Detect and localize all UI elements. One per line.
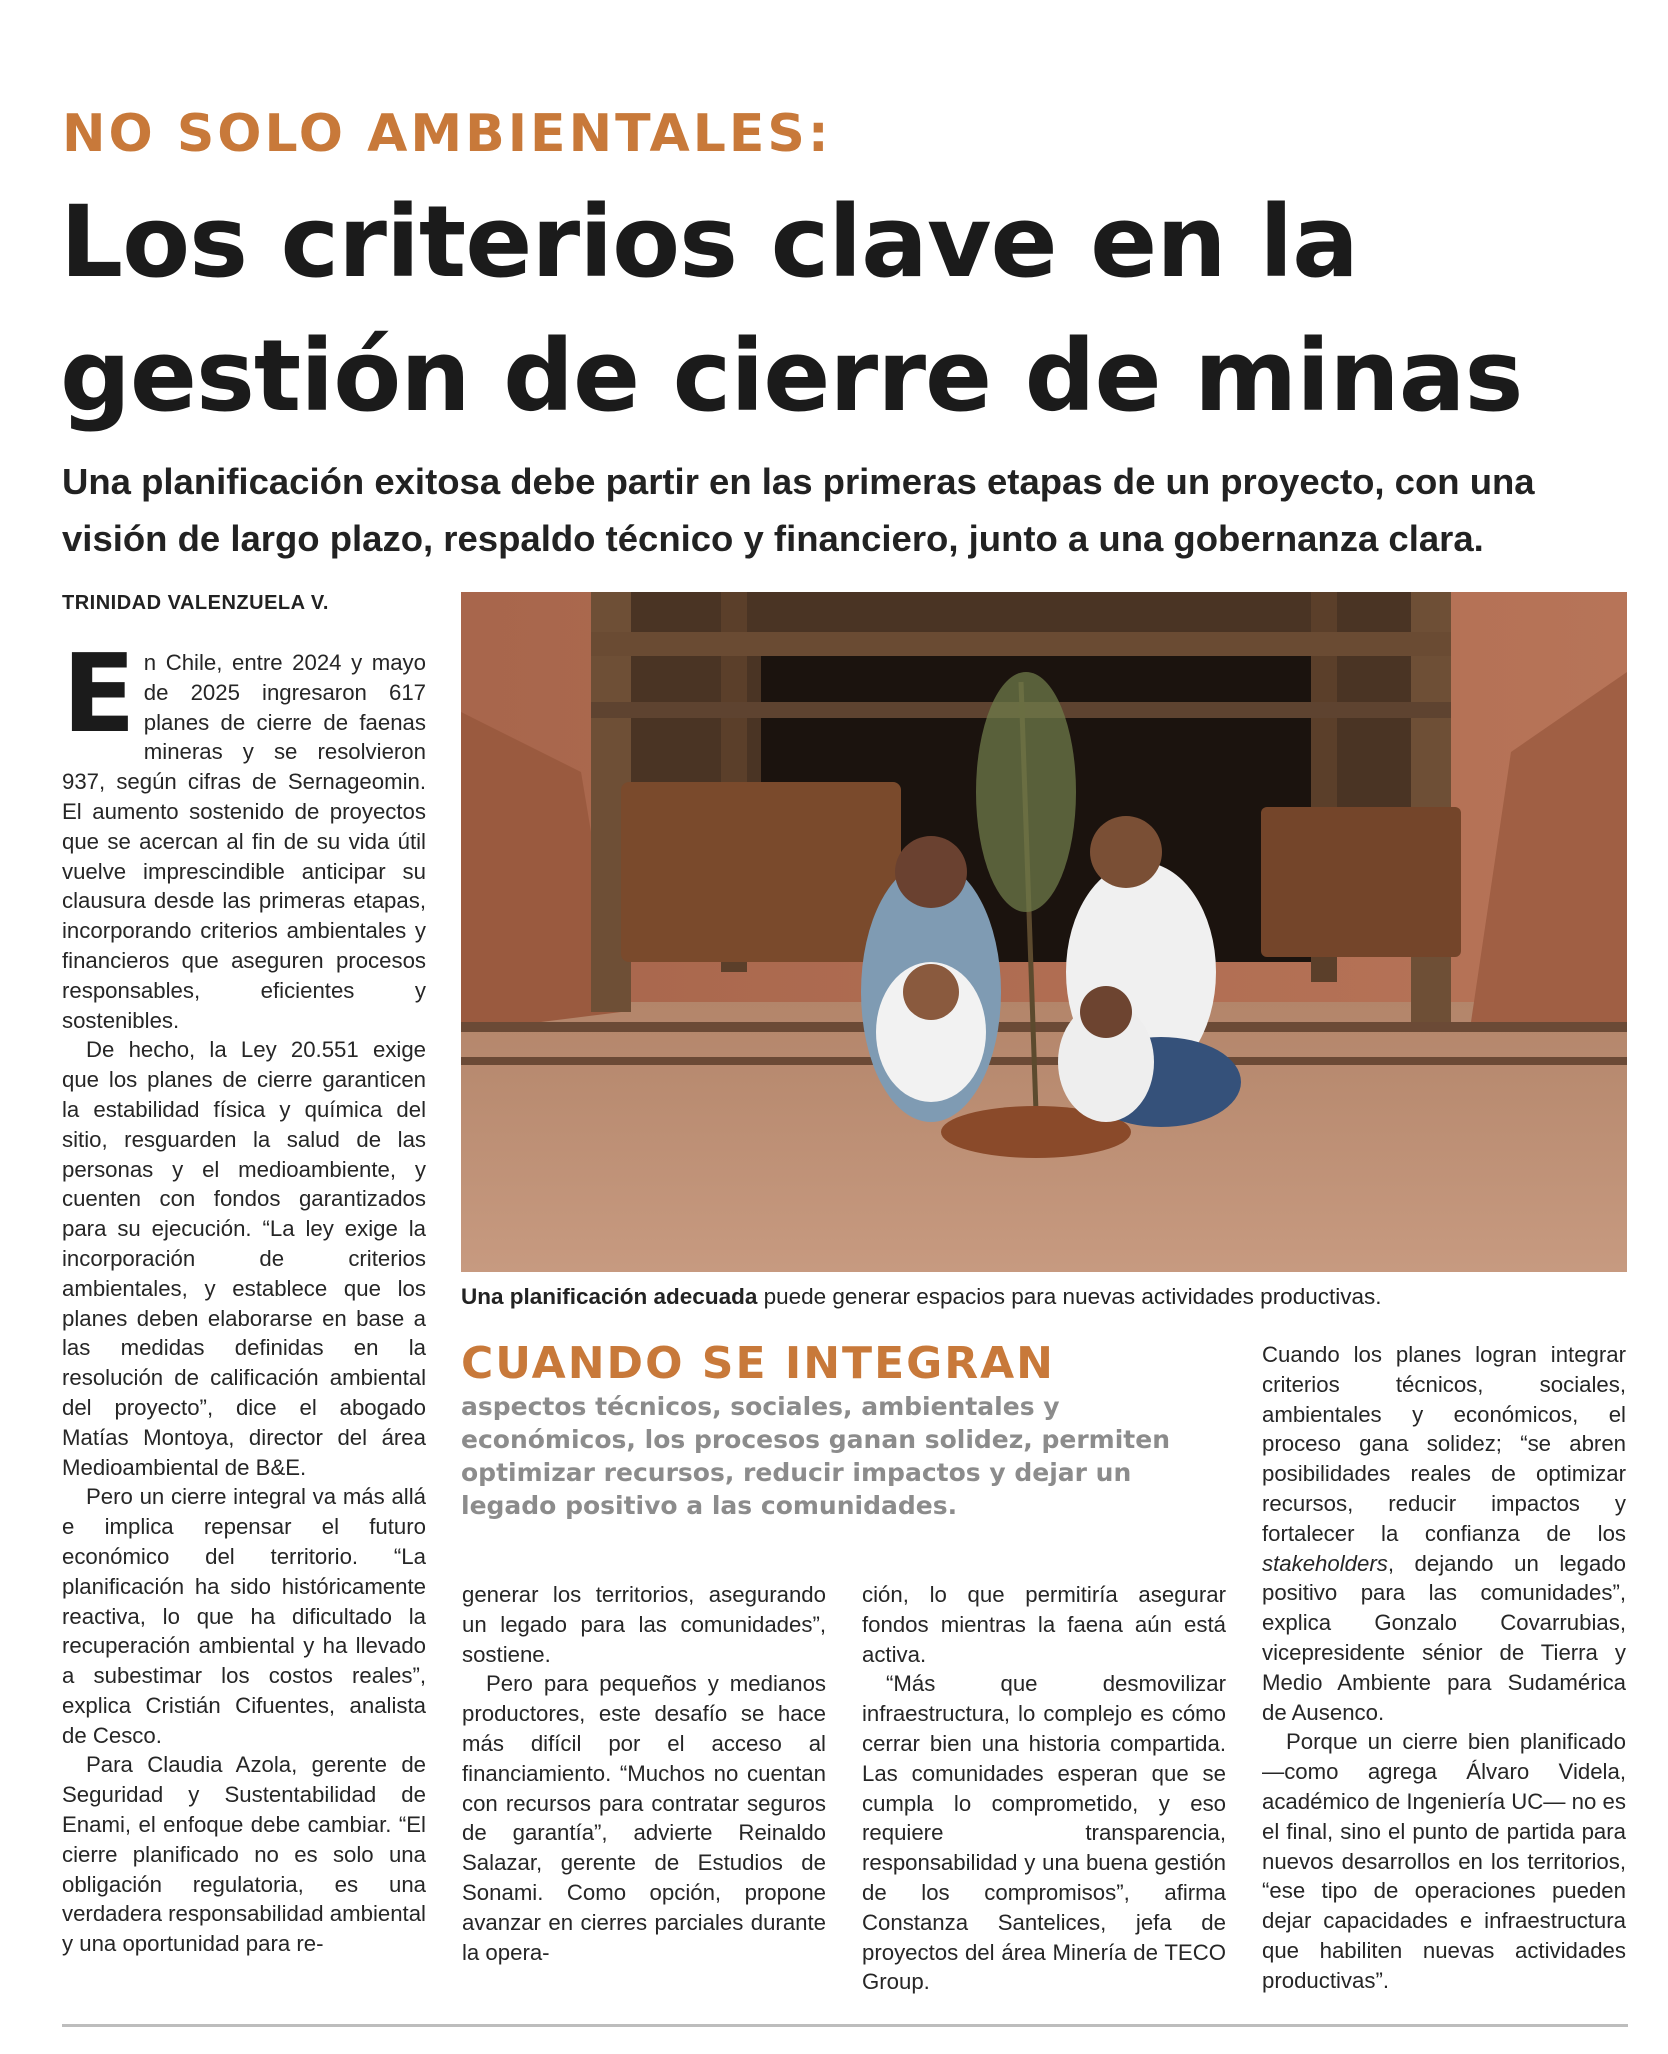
photo-caption xyxy=(461,1282,1631,1312)
body-column-3 xyxy=(862,1580,1226,1997)
body-column-2 xyxy=(462,1580,826,1967)
paragraph-9-part-2: , dejando un legado positivo para las comunidades”, explica Gonzalo Covarrubias, vicepresidente sénior de Tierra y Medio Ambiente para Sudamérica de Ausenco. xyxy=(1262,1550,1626,1725)
drop-cap: E xyxy=(62,632,136,757)
paragraph-5: generar los territorios, asegurando un legado para las comunidades”, sostiene. xyxy=(462,1582,826,1667)
paragraph-9-part-1: Cuando los planes logran integrar criterios técnicos, sociales, ambientales y económicos, el proceso gana solidez; “se abren posibilidades reales de optimizar recursos, reducir impactos y fortalecer la confianza de los xyxy=(1262,1342,1626,1546)
paragraph-3: Pero un cierre integral va más allá e implica repensar el futuro económico del territorio. “La planificación ha sido históricamente reactiva, lo que ha dificultado la recuperación ambiental y ha llevado a subestimar los costos reales”, explica Cristián Cifuentes, analista de Cesco. xyxy=(62,1484,426,1748)
paragraph-2: De hecho, la Ley 20.551 exige que los planes de cierre garanticen la estabilidad física y química del sitio, resguarden la salud de las personas y el medioambiente, y cuenten con fondos garantizados para su ejecución. “La ley exige la incorporación de criterios ambientales, y establece que los planes deben elaborarse en base a las medidas definidas en la resolución de calificación ambiental del proyecto”, dice el abogado Matías Montoya, director del área Medioambiental de B&E. xyxy=(62,1037,426,1480)
article-photo xyxy=(461,592,1627,1272)
paragraph-9 xyxy=(1262,1340,1626,1727)
paragraph-4: Para Claudia Azola, gerente de Seguridad y Sustentabilidad de Enami, el enfoque debe cambiar. “El cierre planificado no es solo una obligación regulatoria, es una verdadera responsabilidad ambiental y una oportunidad para re- xyxy=(62,1752,426,1957)
headline-line-1: Los criterios clave en la xyxy=(60,185,1358,300)
headline xyxy=(60,176,1620,444)
deck: Una planificación exitosa debe partir en las primeras etapas de un proyecto, con una visión de largo plazo, respaldo técnico y financiero, junto a una gobernanza clara. xyxy=(62,461,1535,559)
pullquote-title: CUANDO SE INTEGRAN xyxy=(461,1338,1055,1389)
bottom-rule xyxy=(62,2024,1628,2027)
paragraph-1-text: n Chile, entre 2024 y mayo de 2025 ingresaron 617 planes de cierre de faenas mineras y se resolvieron 937, según cifras de Sernageomin. El aumento sostenido de proyectos que se acercan al fin de su vida útil vuelve imprescindible anticipar su clausura desde las primeras etapas, incorporando criterios ambientales y financieros que aseguren procesos responsables, eficientes y sostenibles. xyxy=(62,650,426,1033)
headline-line-2: gestión de cierre de minas xyxy=(60,319,1523,434)
pullquote-body: aspectos técnicos, sociales, ambientales y económicos, los procesos ganan solidez, permiten optimizar recursos, reducir impactos y dejar un legado positivo a las comunidades. xyxy=(461,1392,1170,1520)
body-column-1 xyxy=(62,632,426,1959)
paragraph-7: ción, lo que permitiría asegurar fondos mientras la faena aún está activa. xyxy=(862,1582,1226,1667)
paragraph-8: “Más que desmovilizar infraestructura, lo complejo es cómo cerrar bien una historia compartida. Las comunidades esperan que se cumpla lo comprometido, y eso requiere transparencia, responsabilidad y una buena gestión de los compromisos”, afirma Constanza Santelices, jefa de proyectos del área Minería de TECO Group. xyxy=(862,1671,1226,1995)
caption-bold: Una planificación adecuada xyxy=(461,1284,758,1309)
paragraph-10: Porque un cierre bien planificado —como agrega Álvaro Videla, académico de Ingeniería UC— no es el final, sino el punto de partida para nuevos desarrollos en los territorios, “ese tipo de operaciones pueden dejar capacidades e infraestructura que habiliten nuevas actividades productivas”. xyxy=(1262,1729,1626,1993)
paragraph-1 xyxy=(62,632,426,1035)
body-column-4 xyxy=(1262,1340,1626,1996)
paragraph-9-emphasis: stakeholders xyxy=(1262,1550,1388,1576)
byline: TRINIDAD VALENZUELA V. xyxy=(62,592,329,614)
kicker: NO SOLO AMBIENTALES: xyxy=(62,104,832,164)
caption-rest: puede generar espacios para nuevas actividades productivas. xyxy=(757,1284,1382,1309)
family-planting-tree-photo xyxy=(461,592,1627,1272)
paragraph-6: Pero para pequeños y medianos productores, este desafío se hace más difícil por el acceso al financiamiento. “Muchos no cuentan con recursos para contratar seguros de garantía”, advierte Reinaldo Salazar, gerente de Estudios de Sonami. Como opción, propone avanzar en cierres parciales durante la opera- xyxy=(462,1671,826,1965)
